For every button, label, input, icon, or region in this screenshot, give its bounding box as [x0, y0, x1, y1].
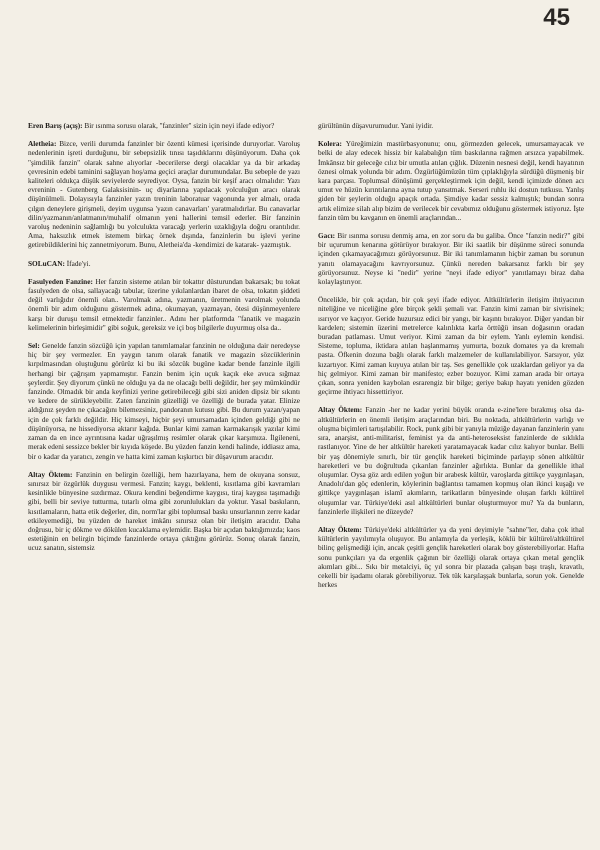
speaker-name: Aletheia:: [28, 139, 57, 149]
left-column: [28, 121, 300, 562]
paragraph-text: Fanzin -her ne kadar yerini büyük oranda e-zine'lere bırakmış olsa da- altkültürlerin en önemli iletişim araçlarından biri. Bu noktada, altkültürlerin varlığı ve oluşma biçimleri tartışılabilir. Rock, punk gibi bir yanıyla müziğe dayanan fanzinlerin yanı sıra, anarşist, anti-militarist, feminist ya da anti-heteroseksist fanzinlerde de sıklıkla rastlanıyor. Yine de her altkültür hareketi yaratamayacak kadar cılız kalıyor bunlar. Belli bir yaş dönemiyle sınırlı, bir tür gençlik hareketi biçiminde parlayıp sönen altkültür hareketleri ve bu doğrultuda çıkarılan fanzinler ağırlıkta. Bunlar da genellikle ithal oluşumlar. Oysa göz ardı edilen yoğun bir arabesk kültür, varoşlarda gittikçe yaygınlaşan, Anadolu'dan göç edenlerin, köylerinin bağlantısı tamamen kopmuş olan ikinci kuşağı ve gittikçe yaygınlaşan islamî akımların, tarikatların bünyesinde oluşan farklı kültürel oluşumlar var. Türkiye'deki asıl altkültürleri bunlar oluşturmuyor mu? Ya da bunların, fanzinlerle ilişkileri ne düzeyde?: [318, 405, 584, 516]
paragraph: [28, 259, 300, 268]
speaker-name: Altay Öktem:: [28, 469, 73, 479]
paragraph: [318, 139, 584, 222]
paragraph: [318, 295, 584, 396]
paragraph-text: Türkiye'deki altkültürler ya da yeni deyimiyle "sahne"ler, daha çok ithal kültürlerin yayılımıyla oluşuyor. Bu anlamıyla da yerleşik, köklü bir kültürel/altkültürel bilinç gelişmediği için, ancak çeşitli gençlik hareketleri olarak boy gösterebiliyorlar. Hafta sonu punkçıları ya da ergenlik çağının bir özelliği olarak ortaya çıkan metal gençlik akımları gibi... Sıkı bir metalciyi, üç yıl sonra bir plazada çalışan başı traşlı, kravatlı, cekelli bir işadamı olarak görebiliyoruz. Tek tük karşılaşşak bunlarla, sorun yok. Genelde herkes: [318, 524, 584, 590]
paragraph: [318, 231, 584, 286]
speaker-name: Kolera:: [318, 139, 342, 149]
paragraph-text: Öncelikle, bir çok açıdan, bir çok şeyi ifade ediyor. Altkültürlerin iletişim ihtiyacının niteliğine ve niceliğine göre birçok şekli şemali var. Fanzin kimi zaman bir sivrisinek; ısırıyor ve kaçıyor. Geride huzursuz edici bir yangı, bir kaşıntı bırakıyor. Diğer yandan bir kardelen; sistemin üzerini metrelerce kalınlıkta karla örttüğü insan doğasının oradan buradan patlaması. Umut veriyor. Kimi zaman da bir eylem. Yanlı eylemin kendisi. Sisteme, topluma, iktidara atılan haşlanmamış yumurta, bozuk domates ya da kremalı pasta. Öfkenin dozuna bağlı olarak farklı malzemeler de kullanılabiliyor. Sarsıyor, yüz kızartıyor. Kimi zaman kuyuya atılan bir taş. Ses genellikle çok uzaklardan geliyor ya da hiç gelmiyor. Kimi zaman bir manifesto; ezber bozuyor. Kimi zaman arada bir ortaya çıkan, sonra yeniden kaybolan esrarengiz bir bilge; geriye bakıp hayatı yeniden gözden geçirme ihtiyacı hissettiriyor.: [318, 295, 584, 397]
speaker-name: Eren Barış (açış):: [28, 121, 83, 130]
speaker-name: Fasulyeden Fanzine:: [28, 276, 93, 286]
speaker-name: Altay Öktem:: [318, 405, 363, 415]
speaker-name: Gacı:: [318, 231, 336, 241]
paragraph-text: Bir ısınma sorusu denmiş ama, en zor soru da bu galiba. Önce "fanzin nedir?" gibi bir uçurumun kenarına götürüyor bırakıyor. Bir iki saatlik bir düşünme süreci sonunda içinden çıkamayacağımızı görüyorsunuz. Bir iki tanımlamanın hiçbir zaman bu sorunun yanıtı olamayacağını kavrıyorsunuz. Çünkü nereden bakarsanız farklı bir şey görüyorsunuz. Neyse ki "nedir" yerine "neyi ifade ediyor" yanıtlamayı biraz daha kolaylaştırıyor.: [318, 231, 584, 287]
paragraph: [28, 277, 300, 332]
paragraph-text: Bizce, verili durumda fanzinler bir özenti kümesi içerisinde duruyorlar. Varoluş nedenlerinin işreti durduğunu, bir sebepsizlik tınısı taşıdıklarını düşünüyorum. Daha çok "şimdilik fanzin" olarak sahne alıyorlar -becerilerse dergi olacaklar ya da bir arkadaş çevresinin edebi taminini sağlayan hoş/ama geçici araçlar durumundalar. Bu sebeple de yazı kaliteleri oldukça düşük seviyelerde seyrediyor. Oysa, fanzin bir keşif aracı olmalıdır: Yazı evreninin - Gutenberg Galaksisinin- uç diyarlarına yapılacak yolculuğun aracı olarak düşünülmeli. Dolayısıyla fanzinler yazın treninin laboratuar vagonunda yer almalı, orada çılgın deneylere girişmeli, deyim uygunsa 'yazın canavarları' yaratmalıdırlar. Bu canavarlar dilin/yazmanın/anlatmanın/muhalif olmanın yeni hallerini temsil ederler. Bir fanzinin varoluş nedeninin sağlamlığı bu yolculukta varacağı yerlerin uzaklığıyla doğru orantılıdır. Ama, haksızlık etmek istemem birkaç örnek dışında, fanzinlerin bu işlevi yerine getirebildiklerini hiç zannetmiyorum. Bunu, Aletheia'da -kendimizi de katarak- yazmıştık.: [28, 139, 300, 250]
paragraph-text: Her fanzin sisteme atılan bir tokattır düsturundan bakarsak; bu tokat fasulyeden de olsa, sallayacağı tabular, üzerine yıkılanlardan ibaret de olsa, tokatın şiddeti değil varlığıdır önemli olan.. Varolmak adına, yazmanın, üretmenin varolmak yolunda önemli bir adım olduğunu göstermek adına, okumayan, yazmayan, ötesi düşünmeyenlere karşı bir duruşu temsil etmektedir fanzinler.. Adını her platformda "fanatik ve magazin kelimelerinin birleşimidir" gibi soğuk, gereksiz ve içi boş bilgilerle duyurmuş olsa da..: [28, 276, 300, 332]
paragraph-text: Bir ısınma sorusu olarak, "fanzinler" sizin için neyi ifade ediyor?: [82, 121, 275, 130]
speaker-name: SOLuCAN:: [28, 258, 65, 268]
paragraph: [28, 470, 300, 553]
speaker-name: Altay Öktem:: [318, 524, 362, 534]
paragraph-text: Fanzinin en belirgin özelliği, hem hazırlayana, hem de okuyana sonsuz, sınırsız bir özgürlük duygusu vermesi. Fanzin; kaygı, beklenti, kısıtlama gibi kavramları kesinlikle bünyesine sızdırmaz. Okura kendini beğendirme kaygısı, tiraj kaygısı taşımadığı gibi, belli bir seviye tutturma, tutarlı olma gibi zorunlulukları da yoktur. Yasal baskıların, kısıtlamaların, hatta etik değerler, din, norm'lar gibi toplumsal baskı unsurlarının zerre kadar etkileyemediği, bu yüzden de hareket imkânı sınırsız olan bir iletişim aracıdır. Daha doğrusu, bir iç dökme ve dökülen kucaklama eylemidir. Başka bir açıdan baktığımızda; kaos estetiğinin en belirgin biçimde fanzinlerde ortaya çıktığını görürüz. Sonuç olarak fanzin, ucuz sanatın, sistemsiz: [28, 469, 300, 553]
speaker-name: Sel:: [28, 341, 40, 351]
paragraph: [28, 139, 300, 249]
paragraph: [28, 121, 300, 130]
paragraph-text: İfade'yi.: [64, 258, 91, 268]
paragraph: [318, 121, 584, 130]
right-column: [318, 121, 584, 598]
page-number: 45: [543, 4, 570, 31]
paragraph-text: Yüreğimizin mastürbasyonunu; onu, görmezden gelecek, umursamayacak ve belki de alay edecek hissiz bir kalabalığın tüm baskılarına rağmen arsızca yapabilmek. İmkânsız bir geleceğe cılız bir umutla atılan çığlık. Düzenin nesnesi değil, kendi hayatının öznesi olmak yolunda bir adım. Özgürlüğümüzün tüm çıplaklığıyla sürdüğü düşmeniş bir kara parçası. Toplumsal dönüşümü gerçekleştirmek için değil, kendi içimizde dönen acı umut ve hüzün kırıntılarına ayna tutup yansıtmak. Serseri ruhlu iki dostun tutkusu. Yanlış giden bir şeylerin olduğu apaçık ortada. Şimdiye kadar sessiz kalmıştık; bundan sonra artık elimize silah alıp bizim de verilecek bir cevabımız olduğunu göstermek istiyoruz. İşte fanzin tüm bu kavganın en önemli araçlarından...: [318, 139, 584, 222]
paragraph-text: gürültünün düşavurumudur. Yani iyidir.: [318, 121, 434, 130]
paragraph: [318, 525, 584, 589]
paragraph: [318, 405, 584, 515]
paragraph-text: Genelde fanzin sözcüğü için yapılan tanımlamalar fanzinin ne olduğuna dair neredeyse hiç bir şey vermezler. En yaygın tanım olarak fanatik ve magazin sözcüklerinin kırpılmasından oluştuğunu görürüz ki bu iki sözcük bugüne kadar bende fanzinle ilgili herhangi bir çağrışım yapmamıştır. Fanzin benim için uçuk kaçık eke avuca sığmaz şeylerdir. Şey diyorum çünkü ne olduğu ya da ne olacağı belli değildir, her şey mümkündür fanzinde. Olmadık bir anda keyfinizi yerine getirebileceği gibi sizi aniden dipsiz bir sıkıntı ve kedere de sürükleyebilir. Zaten fanzinin güzelliği ve özelliği de burada yatar. Elinize aldığınız şeyden ne çıkacağını bilemezsiniz, pandoranın kutusu gibi. Bu durum yazan/yapan için de çok farklı değildir. Hiç kimseyi, hiçbir şeyi umursamadan içinden geldiği gibi ne düşünüyorsa, ne hissediyorsa aktarır kağıda. Bunlar kimi zaman karmakarışık yazılar kimi zaman da en ince ayrıntısına kadar uğraşılmış resimler olarak çıkar karşımıza. İlgileneni, merak edeni sessizce bekler bir kıyıda köşede. Bu yüzden fanzin kendi halinde, iddiasız ama, bir o kadar da yaratıcı, zengin ve hatta kimi zaman kışkırtıcı bir düşavurum aracıdır.: [28, 341, 300, 461]
paragraph: [28, 341, 300, 461]
